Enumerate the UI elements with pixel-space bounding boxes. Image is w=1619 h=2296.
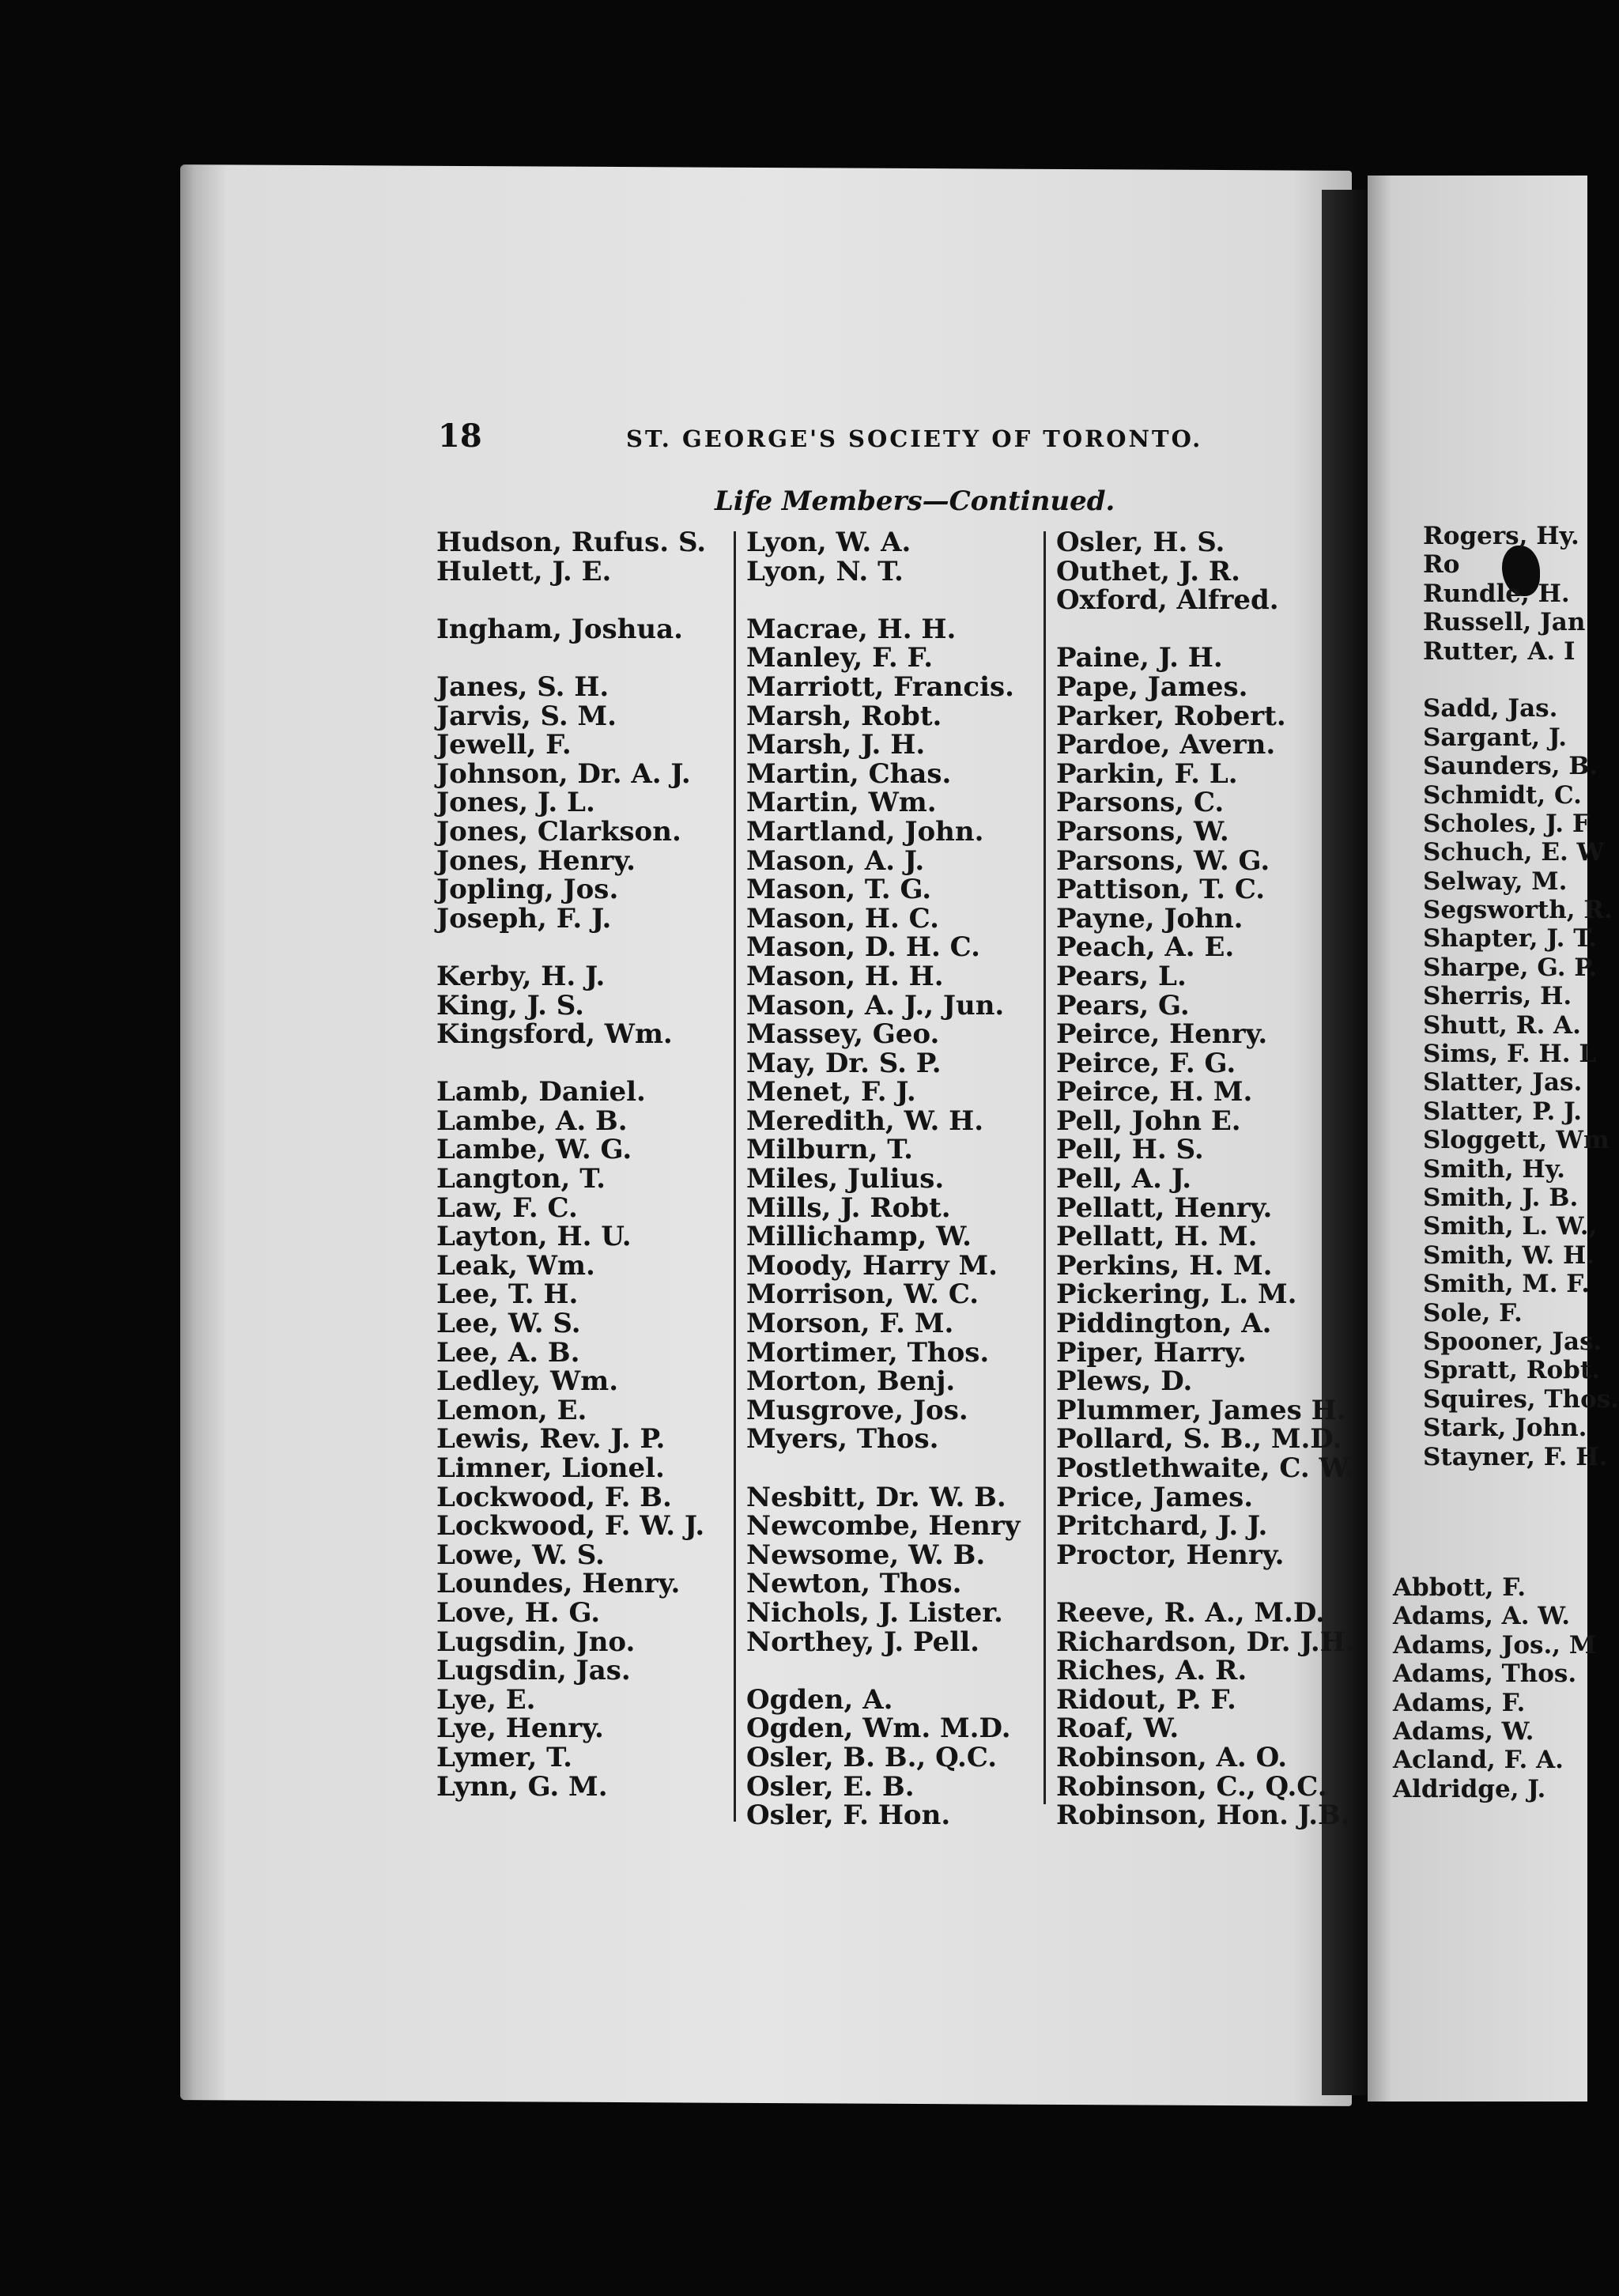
member-name: Lee, T. H. [436,1278,579,1311]
member-name [746,1656,1021,1686]
member-name: Pape, James. [1056,670,1248,703]
member-name: Massey, Geo. [746,1018,940,1051]
member-name: Pellatt, Henry. [1056,1191,1273,1224]
member-column-3 [1056,528,1355,1830]
page-number: 18 [438,417,482,455]
member-name: Adams, Jos., M [1393,1630,1597,1660]
member-name: Robinson, C., Q.C. [1056,1770,1327,1803]
member-name: Jewell, F. [436,729,572,761]
member-name [746,1454,1021,1483]
member-name: Law, F. C. [436,1191,578,1224]
member-name: Pickering, L. M. [1056,1278,1297,1311]
member-name: Paine, J. H. [1056,642,1223,674]
member-name: Peach, A. E. [1056,931,1235,964]
member-name: Myers, Thos. [746,1423,939,1456]
member-name: Ogden, Wm. M.D. [746,1713,1011,1745]
member-name: Stark, John. [1423,1414,1587,1443]
member-name: Sadd, Jas. [1423,694,1558,723]
member-name: Moody, Harry M. [746,1249,998,1282]
member-name: Shapter, J. T. [1423,924,1598,954]
member-name: Plews, D. [1056,1365,1193,1398]
member-name: Spratt, Robt. [1423,1356,1600,1385]
member-name: Saunders, B. [1423,752,1598,781]
member-name: Russell, Jan [1423,608,1586,637]
member-name: Sharpe, G. P. [1423,953,1598,982]
member-name: Parkin, F. L. [1056,757,1238,790]
member-name: Milburn, T. [746,1134,914,1166]
member-name: Morson, F. M. [746,1308,954,1340]
member-name: Parsons, C. [1056,787,1225,819]
member-name: Nichols, J. Lister. [746,1596,1003,1629]
member-name: Kingsford, Wm. [436,1018,673,1051]
member-name: Robinson, Hon. J.B. [1056,1799,1350,1832]
member-name: King, J. S. [436,989,584,1021]
member-name: Lyon, N. T. [746,555,904,587]
member-name: Pritchard, J. J. [1056,1510,1268,1543]
member-name: Oxford, Alfred. [1056,584,1279,617]
member-name [746,586,1021,615]
member-name: Osler, H. S. [1056,527,1225,558]
member-name: Pardoe, Avern. [1056,729,1276,761]
member-name: Rundle, H. [1423,579,1570,608]
member-name: Lockwood, F. B. [436,1481,672,1513]
member-name: Jarvis, S. M. [436,700,617,732]
member-name: Marsh, Robt. [746,700,942,732]
member-name [436,933,706,962]
member-name: Pell, H. S. [1056,1134,1204,1166]
member-name: Morton, Benj. [746,1365,956,1398]
member-name: Ro [1423,550,1460,580]
member-name: Lee, A. B. [436,1336,580,1369]
member-name: Rutter, A. I [1423,636,1576,666]
member-name: Osler, E. B. [746,1770,915,1803]
member-name: Ledley, Wm. [436,1365,619,1398]
member-name: Adams, A. W. [1393,1602,1571,1631]
member-name: Lugsdin, Jno. [436,1626,636,1658]
member-name: Rogers, Hy. [1423,522,1579,550]
member-name: Mason, A. J., Jun. [746,989,1005,1021]
member-name: Newcombe, Henry [746,1510,1021,1543]
member-name [1423,666,1619,694]
column-rule [734,531,736,1822]
member-name: Martin, Chas. [746,757,952,790]
member-name: Slatter, Jas. [1423,1068,1583,1097]
member-name: Lye, Henry. [436,1713,604,1745]
member-column-1 [436,528,706,1801]
member-name: Pollard, S. B., M.D. [1056,1423,1342,1456]
member-name: Roaf, W. [1056,1713,1179,1745]
member-name: Adams, W. [1393,1716,1534,1746]
member-name: Smith, J. B. [1423,1183,1579,1212]
member-name: Price, James. [1056,1481,1254,1513]
member-name: Pellatt, H. M. [1056,1221,1258,1253]
member-name: Piper, Harry. [1056,1336,1247,1369]
member-name: Ogden, A. [746,1683,893,1716]
member-name: Sherris, H. [1423,982,1572,1011]
member-name: Nesbitt, Dr. W. B. [746,1481,1006,1513]
member-name: Sargant, J. [1423,723,1568,752]
member-name: Lemon, E. [436,1394,587,1426]
section-heading: Life Members—Continued. [715,485,1115,517]
member-name: Loundes, Henry. [436,1568,681,1600]
member-name: Hulett, J. E. [436,555,612,587]
page-header [0,417,1587,465]
member-name: Leak, Wm. [436,1249,595,1282]
member-name: Mason, T. G. [746,874,932,906]
member-name: Pell, A. J. [1056,1163,1192,1195]
member-name: Mason, H. C. [746,902,939,935]
member-name: Lee, W. S. [436,1308,581,1340]
member-name: Aldridge, J. [1393,1774,1546,1803]
member-name: Love, H. G. [436,1596,601,1629]
member-name: Mason, A. J. [746,844,925,877]
member-name: Osler, F. Hon. [746,1799,951,1832]
member-name: Jopling, Jos. [436,874,619,906]
member-name: Scholes, J. F [1423,809,1590,838]
member-name: Schuch, E. W [1423,838,1605,867]
member-name [436,586,706,615]
member-name: Menet, F. J. [746,1076,916,1108]
member-name: Schmidt, C. [1423,780,1582,810]
member-name: Lowe, W. S. [436,1539,605,1571]
member-name: Mason, H. H. [746,960,944,992]
running-title: ST. GEORGE'S SOCIETY OF TORONTO. [626,425,1203,452]
member-name: Ridout, P. F. [1056,1683,1236,1716]
member-name: Smith, Hy. [1423,1154,1565,1184]
member-name: Peirce, Henry. [1056,1018,1268,1051]
member-name: Millichamp, W. [746,1221,972,1253]
member-name: Jones, Henry. [436,844,636,877]
member-name: Sims, F. H. L [1423,1040,1597,1069]
member-name: Parsons, W. [1056,815,1229,848]
member-name: May, Dr. S. P. [746,1047,942,1079]
member-name: Pears, L. [1056,960,1187,992]
member-name: Musgrove, Jos. [746,1394,968,1426]
member-name: Lye, E. [436,1683,536,1716]
member-name: Sloggett, Wm [1423,1126,1610,1155]
member-name: Adams, F. [1393,1688,1526,1717]
member-name: Langton, T. [436,1163,606,1195]
member-name: Lambe, A. B. [436,1105,628,1137]
member-name: Meredith, W. H. [746,1105,984,1137]
member-name: Jones, Clarkson. [436,815,681,848]
member-name: Pears, G. [1056,989,1190,1021]
member-name: Kerby, H. J. [436,960,606,992]
member-name [1056,615,1355,644]
member-name: Abbott, F. [1393,1573,1526,1602]
member-name: Shutt, R. A. [1423,1010,1581,1040]
member-name: Piddington, A. [1056,1308,1272,1340]
member-name: Outhet, J. R. [1056,555,1240,587]
member-name: Reeve, R. A., M.D. [1056,1596,1325,1629]
member-name: Peirce, H. M. [1056,1076,1253,1108]
member-name: Adams, Thos. [1393,1660,1577,1689]
member-name: Parsons, W. G. [1056,844,1270,877]
member-name: Morrison, W. C. [746,1278,979,1311]
member-name: Martin, Wm. [746,787,937,819]
member-name: Lugsdin, Jas. [436,1655,631,1687]
member-name: Jones, J. L. [436,787,595,819]
member-name: Smith, M. F. [1423,1270,1590,1299]
column-rule [1043,531,1046,1804]
member-name: Parker, Robert. [1056,700,1286,732]
member-name: Payne, John. [1056,902,1243,935]
member-name: Acland, F. A. [1393,1746,1564,1775]
member-name: Hudson, Rufus. S. [436,527,707,558]
member-name: Stayner, F. H. [1423,1442,1608,1471]
member-name: Sole, F. [1423,1298,1523,1327]
member-name: Johnson, Dr. A. J. [436,757,691,790]
member-name: Marriott, Francis. [746,670,1014,703]
member-name [436,1049,706,1078]
member-name: Newsome, W. B. [746,1539,986,1571]
member-name: Miles, Julius. [746,1163,945,1195]
member-name: Limner, Lionel. [436,1452,665,1484]
member-name: Riches, A. R. [1056,1655,1247,1687]
member-name: Smith, L. W., [1423,1212,1598,1241]
member-name: Lockwood, F. W. J. [436,1510,705,1543]
member-name: Plummer, James H. [1056,1394,1346,1426]
member-name: Lambe, W. G. [436,1134,632,1166]
member-name: Peirce, F. G. [1056,1047,1236,1079]
member-name: Richardson, Dr. J.H. [1056,1626,1355,1658]
member-column-2 [746,528,1021,1830]
member-name: Ingham, Joshua. [436,613,684,645]
member-column-4 [1423,522,1619,1471]
member-name: Robinson, A. O. [1056,1741,1288,1773]
member-name: Martland, John. [746,815,984,848]
member-name: Smith, W. H. [1423,1241,1595,1270]
member-name: Perkins, H. M. [1056,1249,1273,1282]
member-name: Lewis, Rev. J. P. [436,1423,666,1456]
member-name: Mason, D. H. C. [746,931,980,964]
member-name: Osler, B. B., Q.C. [746,1741,998,1773]
member-name: Segsworth, R. [1423,896,1613,925]
member-name: Marsh, J. H. [746,729,926,761]
member-name: Manley, F. F. [746,642,934,674]
member-name: Pattison, T. C. [1056,874,1266,906]
member-name: Squires, Thos. [1423,1384,1619,1414]
member-column-5 [1393,1573,1596,1803]
member-name: Mortimer, Thos. [746,1336,990,1369]
member-name: Postlethwaite, C. W. [1056,1452,1355,1484]
member-name: Slatter, P. J. [1423,1097,1583,1126]
member-name: Proctor, Henry. [1056,1539,1285,1571]
member-name: Pell, John E. [1056,1105,1241,1137]
member-name: Macrae, H. H. [746,613,957,645]
member-name [1056,1569,1355,1599]
member-name: Joseph, F. J. [436,902,612,935]
member-name: Selway, M. [1423,867,1568,896]
member-name: Lymer, T. [436,1741,572,1773]
member-name: Layton, H. U. [436,1221,632,1253]
member-name: Janes, S. H. [436,670,609,703]
member-name [436,644,706,673]
member-name: Lyon, W. A. [746,527,911,558]
member-name: Newton, Thos. [746,1568,962,1600]
member-name: Lamb, Daniel. [436,1076,646,1108]
member-name: Spooner, Jas. [1423,1327,1602,1356]
member-name: Northey, J. Pell. [746,1626,979,1658]
member-name: Mills, J. Robt. [746,1191,951,1224]
member-name: Lynn, G. M. [436,1770,608,1803]
